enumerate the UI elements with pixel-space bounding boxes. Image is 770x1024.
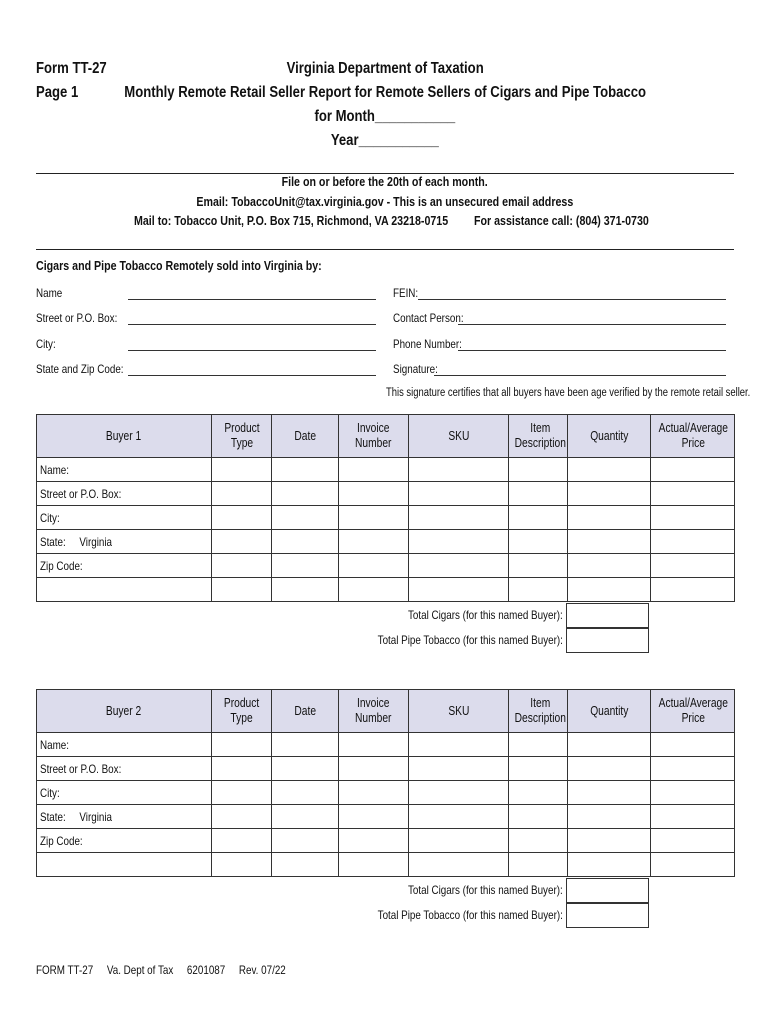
product-type-header: Product Type xyxy=(212,415,272,458)
seller-street-label: Street or P.O. Box: xyxy=(36,311,118,325)
for-month-field: for Month___________ xyxy=(314,108,456,125)
table-row xyxy=(37,757,735,781)
buyer-street-cell[interactable]: Street or P.O. Box: xyxy=(37,482,212,506)
seller-state-zip-label: State and Zip Code: xyxy=(36,362,124,376)
age-verification-note: This signature certifies that all buyers have been age verified by the remote retail seller. xyxy=(386,387,751,399)
sku-header: SKU xyxy=(409,415,509,458)
buyer-2-table xyxy=(36,689,735,877)
price-header: Actual/Average Price xyxy=(651,690,735,733)
total-cigars-label: Total Cigars (for this named Buyer): xyxy=(408,608,563,622)
fein-input[interactable] xyxy=(418,299,726,300)
table-row xyxy=(37,482,735,506)
seller-name-input[interactable] xyxy=(128,299,376,300)
buyer-2-header: Buyer 2 xyxy=(37,690,212,733)
buyer-extra-cell[interactable] xyxy=(37,578,212,602)
signature-label: Signature: xyxy=(393,362,438,376)
price-header: Actual/Average Price xyxy=(651,415,735,458)
quantity-header: Quantity xyxy=(568,690,651,733)
total-pipe-tobacco-label: Total Pipe Tobacco (for this named Buyer): xyxy=(377,908,563,922)
date-header: Date xyxy=(272,690,339,733)
total-pipe-tobacco-input[interactable] xyxy=(566,628,649,653)
contact-person-label: Contact Person: xyxy=(393,311,464,325)
assistance-phone: For assistance call: (804) 371-0730 xyxy=(474,213,649,228)
buyer-name-cell[interactable]: Name: xyxy=(37,458,212,482)
table-row xyxy=(37,805,735,829)
item-description-header: Item Description xyxy=(509,690,568,733)
total-cigars-label: Total Cigars (for this named Buyer): xyxy=(408,883,563,897)
buyer-state-cell[interactable]: State: Virginia xyxy=(37,530,212,554)
table-row xyxy=(37,554,735,578)
info-divider xyxy=(36,249,734,250)
quantity-header: Quantity xyxy=(568,415,651,458)
total-pipe-tobacco-label: Total Pipe Tobacco (for this named Buyer): xyxy=(377,633,563,647)
form-id: Form TT-27 xyxy=(36,60,107,77)
date-header: Date xyxy=(272,415,339,458)
buyer-street-cell[interactable]: Street or P.O. Box: xyxy=(37,757,212,781)
buyer-city-cell[interactable]: City: xyxy=(37,506,212,530)
form-title: Monthly Remote Retail Seller Report for Remote Sellers of Cigars and Pipe Tobacco xyxy=(124,84,646,101)
seller-street-input[interactable] xyxy=(128,324,376,325)
buyer-zip-cell[interactable]: Zip Code: xyxy=(37,554,212,578)
buyer-1-header: Buyer 1 xyxy=(37,415,212,458)
table-row xyxy=(37,829,735,853)
buyer-name-cell[interactable]: Name: xyxy=(37,733,212,757)
table-row xyxy=(37,853,735,877)
seller-state-zip-input[interactable] xyxy=(128,375,376,376)
invoice-number-header: Invoice Number xyxy=(339,690,409,733)
buyer-1-totals xyxy=(36,603,734,653)
phone-number-label: Phone Number: xyxy=(393,337,462,351)
agency-title: Virginia Department of Taxation xyxy=(286,60,484,77)
page-number: Page 1 xyxy=(36,84,79,101)
table-row xyxy=(37,781,735,805)
table-row xyxy=(37,530,735,554)
total-pipe-tobacco-input[interactable] xyxy=(566,903,649,928)
buyer-1-table xyxy=(36,414,735,602)
total-cigars-input[interactable] xyxy=(566,603,649,628)
invoice-number-header: Invoice Number xyxy=(339,415,409,458)
mailing-address: Mail to: Tobacco Unit, P.O. Box 715, Richmond, VA 23218-0715 xyxy=(134,213,449,228)
contact-person-input[interactable] xyxy=(458,324,726,325)
product-type-header: Product Type xyxy=(212,690,272,733)
seller-name-label: Name xyxy=(36,286,63,300)
seller-city-label: City: xyxy=(36,337,56,351)
buyer-1-header-row xyxy=(37,415,735,458)
seller-city-input[interactable] xyxy=(128,350,376,351)
total-cigars-input[interactable] xyxy=(566,878,649,903)
file-deadline: File on or before the 20th of each month. xyxy=(281,174,489,189)
buyer-2-totals xyxy=(36,878,734,928)
item-description-header: Item Description xyxy=(509,415,568,458)
phone-number-input[interactable] xyxy=(458,350,726,351)
table-row xyxy=(37,458,735,482)
buyer-state-cell[interactable]: State: Virginia xyxy=(37,805,212,829)
buyer-2-header-row xyxy=(37,690,735,733)
table-row xyxy=(37,733,735,757)
table-row xyxy=(37,578,735,602)
table-row xyxy=(37,506,735,530)
sku-header: SKU xyxy=(409,690,509,733)
year-field: Year___________ xyxy=(330,132,439,149)
fein-label: FEIN: xyxy=(393,286,419,300)
signature-input[interactable] xyxy=(434,375,726,376)
buyer-zip-cell[interactable]: Zip Code: xyxy=(37,829,212,853)
form-footer: FORM TT-27 Va. Dept of Tax 6201087 Rev. 07/22 xyxy=(36,963,286,977)
seller-section-title: Cigars and Pipe Tobacco Remotely sold into Virginia by: xyxy=(36,258,322,273)
buyer-extra-cell[interactable] xyxy=(37,853,212,877)
buyer-city-cell[interactable]: City: xyxy=(37,781,212,805)
email-info: Email: TobaccoUnit@tax.virginia.gov - This is an unsecured email address xyxy=(196,194,574,209)
